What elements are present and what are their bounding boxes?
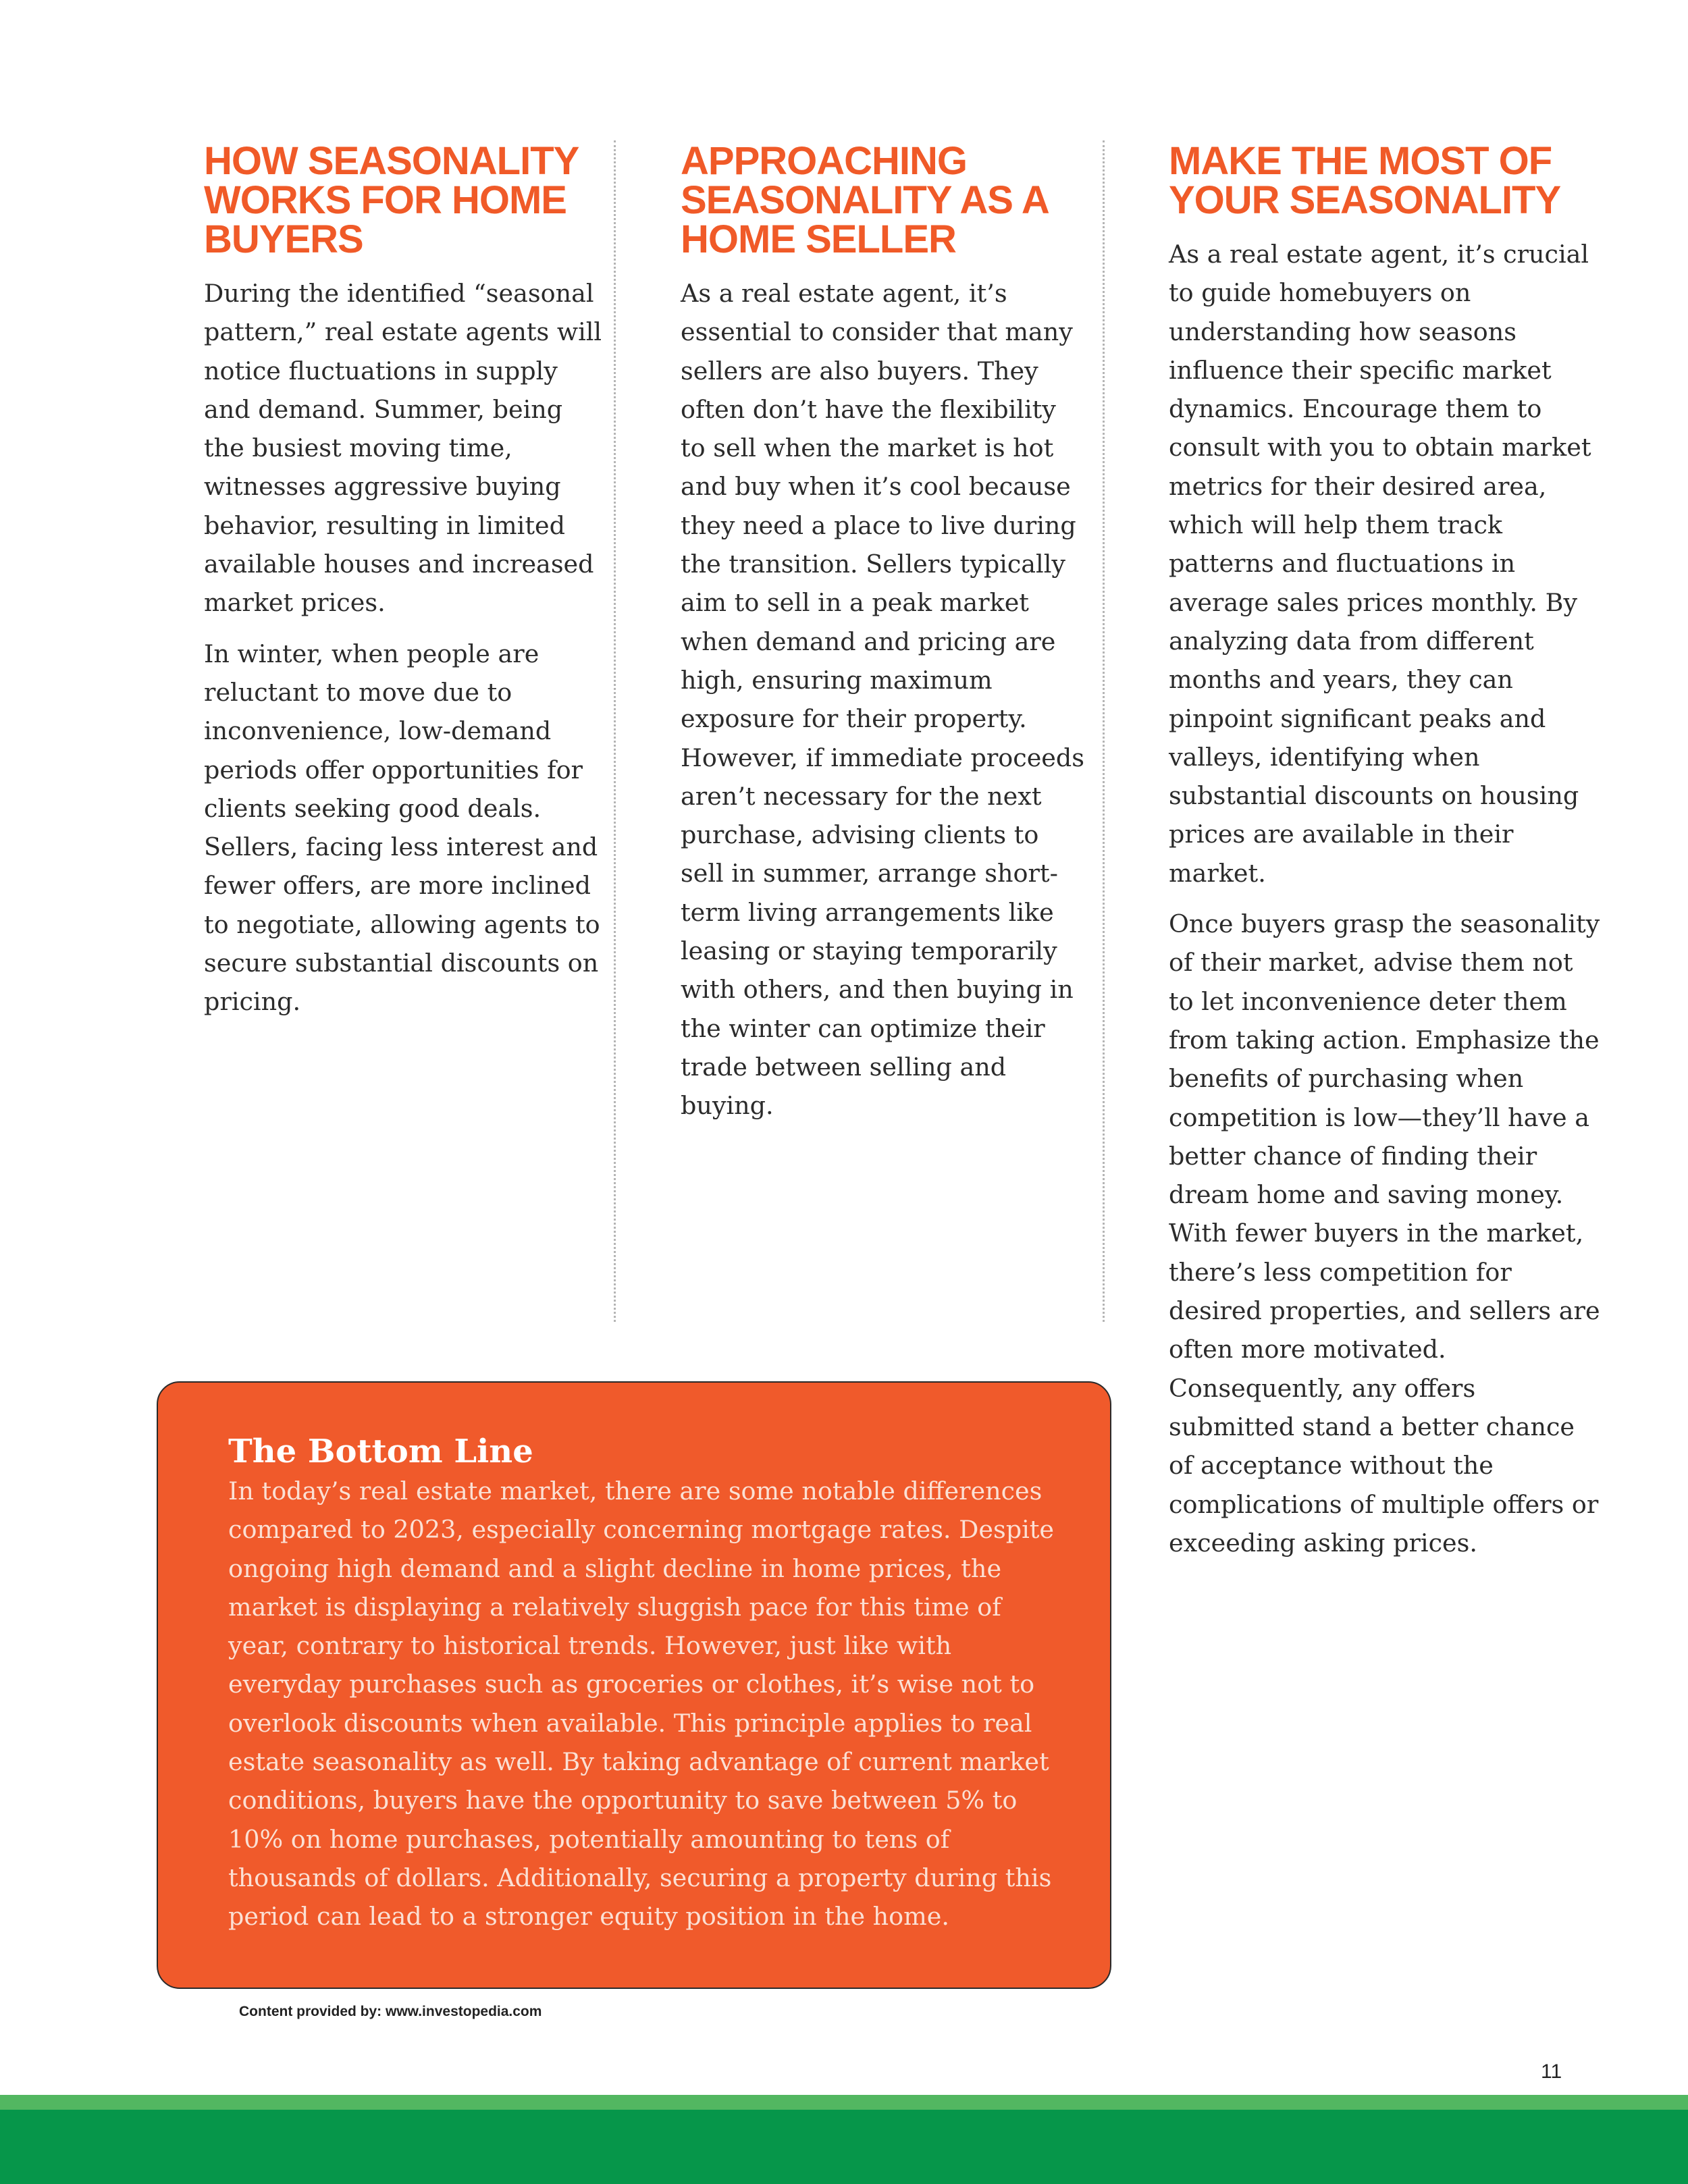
- column-home-buyers: [204, 139, 609, 1034]
- bottom-line-title: The Bottom Line: [228, 1433, 533, 1470]
- page-number: 11: [1541, 2060, 1562, 2083]
- heading-home-buyers: HOW SEASONALITY WORKS FOR HOME BUYERS: [204, 139, 579, 261]
- paragraph: During the identified “seasonal pattern,” real estate agents will notice fluctuations in supply and demand. Summer, being the busiest moving time, witnesses aggressive buying behavior, resulting in limited available houses and increased market prices.: [204, 279, 602, 618]
- footer-stripe-dark: [0, 2110, 1688, 2184]
- paragraph: In winter, when people are reluctant to move due to inconvenience, low-demand periods offer opportunities for clients seeking good deals. Sellers, facing less interest and fewer offers, are more inclined to negotiate, allowing agents to secure substantial discounts on pricing.: [204, 639, 600, 1017]
- column-home-seller: [681, 139, 1086, 1138]
- column-divider: [1103, 140, 1105, 1322]
- bottom-line-box: [157, 1381, 1111, 1989]
- column-make-the-most: [1169, 139, 1601, 1574]
- paragraph: Once buyers grasp the seasonality of their market, advise them not to let inconvenience deter them from taking action. Emphasize the benefits of purchasing when competition is low—they’ll have a better chance of finding their dream home and saving money. With fewer buyers in the market, there’s less competition for desired properties, and sellers are often more motivated. Consequently, any offers submitted stand a better chance of acceptance without the complications of multiple offers or exceeding asking prices.: [1169, 909, 1600, 1557]
- heading-make-the-most: MAKE THE MOST OF YOUR SEASONALITY: [1169, 139, 1561, 222]
- footer-stripe-light: [0, 2095, 1688, 2110]
- content-credit: Content provided by: www.investopedia.com: [239, 2004, 542, 2019]
- column-divider: [614, 140, 616, 1322]
- heading-home-seller: APPROACHING SEASONALITY AS A HOME SELLER: [681, 139, 1048, 261]
- paragraph: As a real estate agent, it’s crucial to guide homebuyers on understanding how seasons influence their specific market dynamics. Encourage them to consult with you to obtain market metrics for their desired area, which will help them track patterns and fluctuations in average sales prices monthly. By analyzing data from different months and years, they can pinpoint significant peaks and valleys, identifying when substantial discounts on housing prices are available in their market.: [1169, 240, 1591, 888]
- bottom-line-text: In today’s real estate market, there are some notable differences compared to 2023, especially concerning mortgage rates. Despite ongoing high demand and a slight decline in home prices, the market is displaying a relatively sluggish pace for this time of year, contrary to historical trends. However, just like with everyday purchases such as groceries or clothes, it’s wise not to overlook discounts when available. This principle applies to real estate seasonality as well. By taking advantage of current market conditions, buyers have the opportunity to save between 5% to 10% on home purchases, potentially amounting to tens of thousands of dollars. Additionally, securing a property during this period can lead to a stronger equity position in the home.: [228, 1476, 1055, 1932]
- paragraph: As a real estate agent, it’s essential to consider that many sellers are also buyers. They often don’t have the flexibility to sell when the market is hot and buy when it’s cool because they need a place to live during the transition. Sellers typically aim to sell in a peak market when demand and pricing are high, ensuring maximum exposure for their property. However, if immediate proceeds aren’t necessary for the next purchase, advising clients to sell in summer, arrange short-term living arrangements like leasing or staying temporarily with others, and then buying in the winter can optimize their trade between selling and buying.: [681, 279, 1084, 1121]
